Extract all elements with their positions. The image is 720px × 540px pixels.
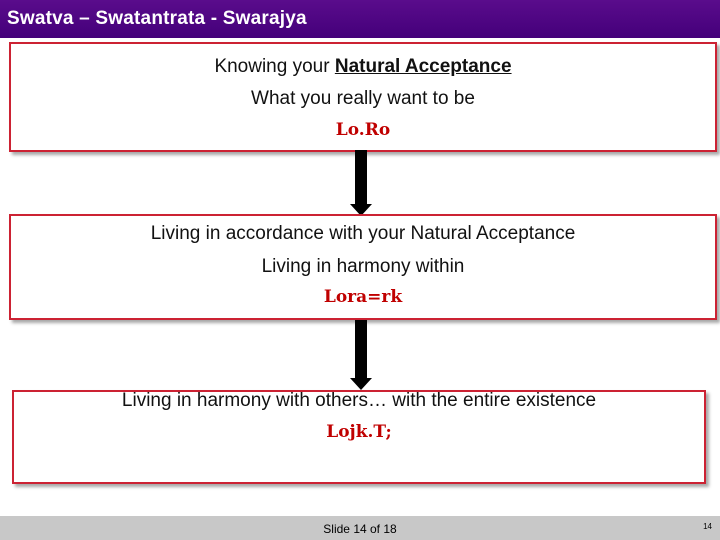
- box3-line1: Living in harmony with others… with the entire existence: [121, 390, 597, 411]
- slide-title: Swatva – Swatantrata - Swarajya: [7, 8, 307, 29]
- box1-line2: What you really want to be: [251, 88, 475, 109]
- title-bar: [0, 0, 720, 38]
- harmony-with-others-box: [12, 390, 706, 484]
- natural-acceptance-box: [9, 42, 717, 152]
- slide-counter: Slide 14 of 18: [323, 522, 397, 536]
- box1-line1-prefix: Knowing your: [214, 56, 335, 77]
- box2-hindi-label: Lora=rk: [323, 287, 403, 307]
- box1-line1-emphasis: Natural Acceptance: [334, 56, 512, 77]
- box2-line2: Living in harmony within: [261, 256, 465, 277]
- harmony-within-box: [9, 214, 717, 320]
- box1-hindi-label: Lo.Ro: [335, 120, 391, 140]
- box2-line1: Living in accordance with your Natural Acceptance: [150, 223, 576, 244]
- box1-line1: [11, 56, 715, 78]
- down-arrow-icon: [355, 150, 367, 206]
- page-number: 14: [703, 522, 712, 531]
- box3-hindi-label: Lojk.T;: [326, 422, 392, 442]
- down-arrow-icon: [355, 320, 367, 380]
